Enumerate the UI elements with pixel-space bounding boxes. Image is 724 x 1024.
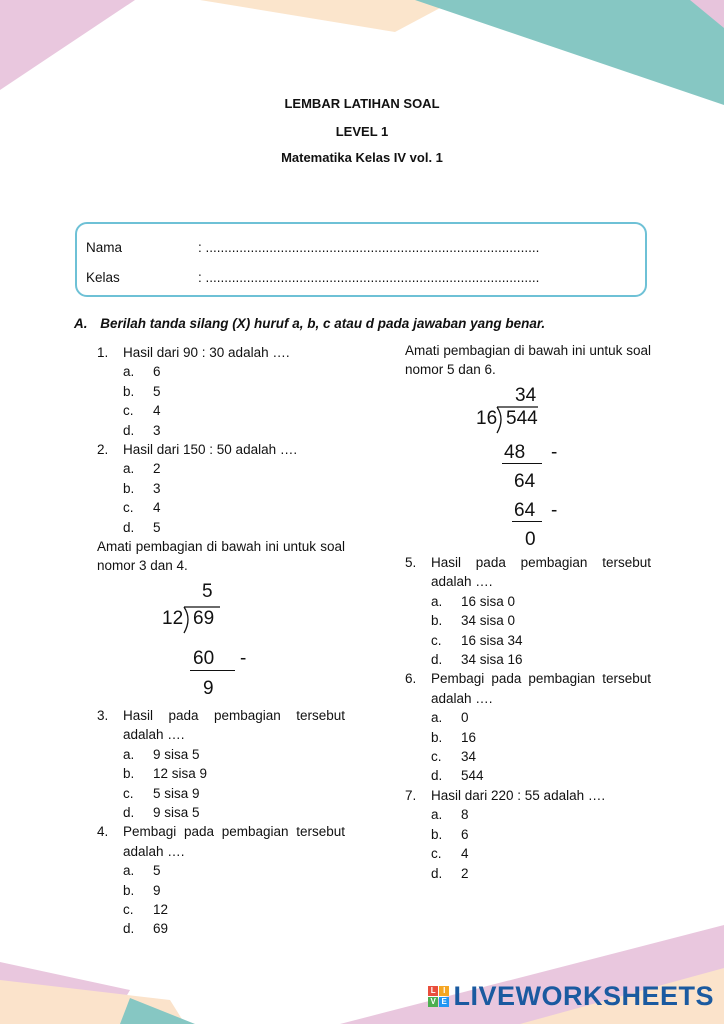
question-1: 1. Hasil dari 90 : 30 adalah ….	[97, 345, 290, 360]
left-column-lower	[97, 706, 345, 939]
division-intro-5-6: Amati pembagian di bawah ini untuk soal nomor 5 dan 6.	[405, 343, 651, 378]
div2-quotient: 34	[515, 385, 537, 406]
div2-product-1: 48	[504, 442, 526, 463]
div1-dividend: 69	[193, 608, 215, 629]
div2-minus-2: -	[551, 500, 558, 521]
option-1c[interactable]: c. 4	[123, 403, 161, 419]
class-label: Kelas	[86, 270, 120, 285]
div1-divisor: 12	[162, 608, 184, 629]
div2-dividend: 544	[506, 408, 538, 429]
top-left-pink-shape	[0, 0, 135, 90]
option-4d[interactable]: d. 69	[123, 921, 169, 937]
class-field[interactable]: : .........................................................................................	[198, 270, 540, 285]
option-7a[interactable]: a. 8	[431, 807, 469, 823]
instruction-text: Berilah tanda silang (X) huruf a, b, c atau d pada jawaban yang benar.	[100, 316, 546, 331]
div2-remainder: 0	[525, 529, 536, 550]
option-2a[interactable]: a. 2	[123, 461, 161, 477]
logo-text: LIVEWORKSHEETS	[453, 981, 714, 1011]
div1-line	[190, 670, 235, 671]
right-column-lower	[405, 553, 651, 883]
div2-product-2: 64	[514, 500, 536, 521]
option-3a[interactable]: a. 9 sisa 5	[123, 746, 200, 762]
division-intro-3-4: Amati pembagian di bawah ini untuk soal nomor 3 dan 4.	[97, 539, 345, 574]
question-5: 5. Hasil pada pembagian tersebut adalah ….	[405, 555, 651, 590]
question-2: 2. Hasil dari 150 : 50 adalah ….	[97, 442, 298, 458]
identity-box	[75, 222, 647, 297]
option-1d[interactable]: d. 3	[123, 422, 161, 438]
option-5d[interactable]: d. 34 sisa 16	[431, 652, 523, 668]
name-label: Nama	[86, 240, 123, 255]
option-7d[interactable]: d. 2	[431, 865, 469, 881]
section-letter: A.	[74, 316, 88, 331]
option-3c[interactable]: c. 5 sisa 9	[123, 785, 200, 801]
liveworksheets-logo[interactable]	[428, 981, 714, 1012]
worksheet-title: LEMBAR LATIHAN SOAL	[284, 96, 440, 111]
option-3d[interactable]: d. 9 sisa 5	[123, 805, 200, 821]
option-6a[interactable]: a. 0	[431, 710, 469, 726]
option-2b[interactable]: b. 3	[123, 480, 161, 496]
worksheet-subject: Matematika Kelas IV vol. 1	[281, 150, 443, 165]
option-2c[interactable]: c. 4	[123, 500, 161, 516]
option-5b[interactable]: b. 34 sisa 0	[431, 613, 516, 629]
div1-remainder: 9	[203, 678, 214, 699]
option-4c[interactable]: c. 12	[123, 902, 169, 918]
div1-quotient: 5	[202, 581, 213, 602]
div2-line-1	[502, 463, 542, 464]
option-5a[interactable]: a. 16 sisa 0	[431, 593, 516, 609]
option-4a[interactable]: a. 5	[123, 863, 161, 879]
option-6c[interactable]: c. 34	[431, 749, 477, 765]
left-column	[97, 343, 345, 576]
option-6d[interactable]: d. 544	[431, 768, 484, 784]
option-1b[interactable]: b. 5	[123, 383, 161, 399]
option-4b[interactable]: b. 9	[123, 882, 161, 898]
question-3: 3. Hasil pada pembagian tersebut adalah ….	[97, 708, 345, 743]
option-6b[interactable]: b. 16	[431, 729, 477, 745]
div2-divisor: 16	[476, 408, 498, 429]
section-instruction	[74, 316, 545, 331]
top-peach-shape	[200, 0, 455, 32]
div2-line-2	[512, 521, 542, 522]
option-7c[interactable]: c. 4	[431, 846, 469, 862]
question-6: 6. Pembagi pada pembagian tersebut adalah ….	[405, 671, 651, 706]
div2-step: 64	[514, 471, 536, 492]
div1-minus: -	[240, 648, 247, 669]
worksheet-level: LEVEL 1	[335, 124, 389, 139]
option-3b[interactable]: b. 12 sisa 9	[123, 766, 208, 782]
option-1a[interactable]: a. 6	[123, 364, 161, 380]
div1-product: 60	[193, 648, 215, 669]
name-field[interactable]: : .........................................................................................	[198, 240, 540, 255]
question-4: 4. Pembagi pada pembagian tersebut adalah ….	[97, 824, 345, 859]
option-7b[interactable]: b. 6	[431, 826, 469, 842]
div2-minus-1: -	[551, 442, 558, 463]
question-7: 7. Hasil dari 220 : 55 adalah ….	[405, 787, 606, 803]
option-5c[interactable]: c. 16 sisa 34	[431, 632, 523, 648]
option-2d[interactable]: d. 5	[123, 519, 161, 535]
logo-icon: L I V E	[428, 986, 449, 1007]
top-right-teal-shape	[415, 0, 724, 105]
